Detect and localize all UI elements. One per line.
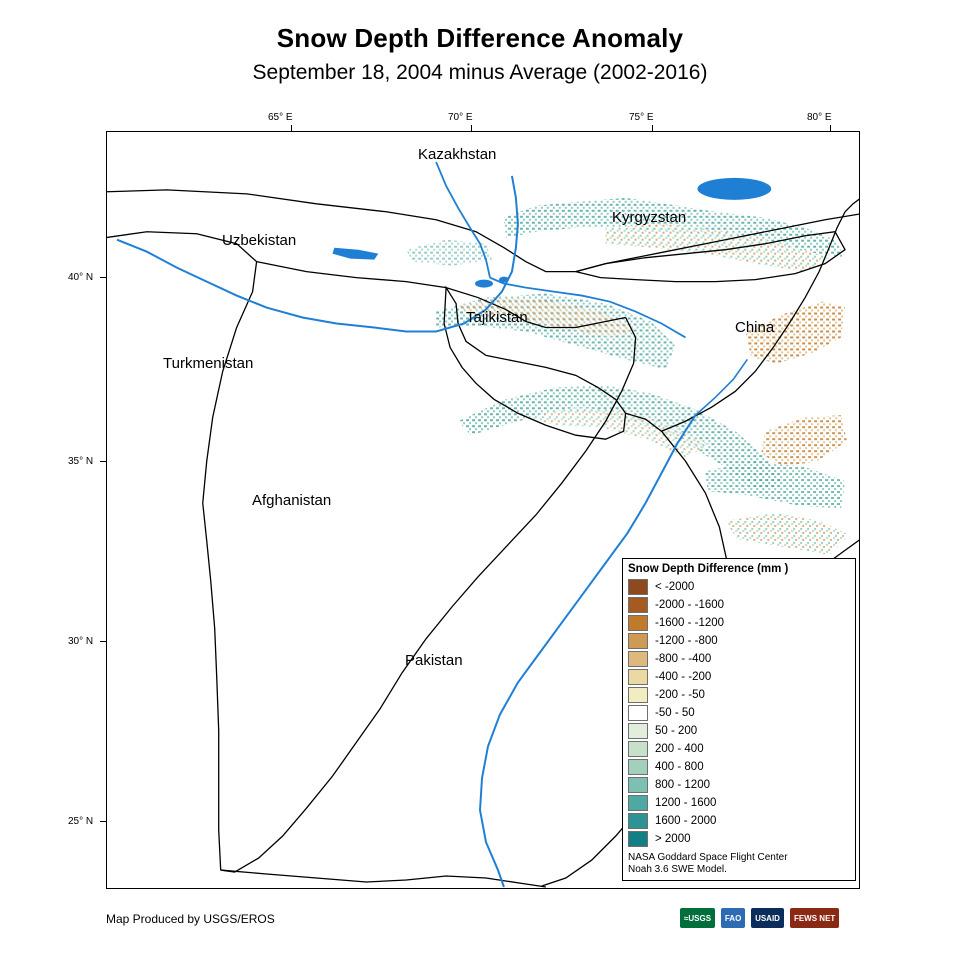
axis-label-lat-30: 30° N <box>68 636 94 647</box>
legend-item <box>628 686 850 704</box>
country-label-tajikistan: Tajikistan <box>466 309 528 326</box>
page-title: Snow Depth Difference Anomaly <box>276 23 684 53</box>
country-label-pakistan: Pakistan <box>405 652 463 669</box>
country-label-kazakhstan: Kazakhstan <box>418 146 497 163</box>
legend-label: 400 - 800 <box>655 761 704 773</box>
axis-label-lon-70: 70° E <box>448 112 473 123</box>
legend-swatch <box>628 651 648 667</box>
map-legend <box>622 558 856 881</box>
legend-swatch <box>628 813 648 829</box>
legend-label: 1200 - 1600 <box>655 797 717 809</box>
legend-label: 1600 - 2000 <box>655 815 717 827</box>
legend-item <box>628 596 850 614</box>
axis-label-lat-25: 25° N <box>68 816 94 827</box>
legend-source <box>628 852 850 876</box>
legend-label: < -2000 <box>655 581 695 593</box>
legend-item <box>628 632 850 650</box>
legend-title: Snow Depth Difference (mm ) <box>628 563 789 575</box>
legend-label: -50 - 50 <box>655 707 695 719</box>
legend-swatch <box>628 597 648 613</box>
legend-item <box>628 704 850 722</box>
legend-label: -2000 - -1600 <box>655 599 725 611</box>
legend-label: 800 - 1200 <box>655 779 710 791</box>
page-subtitle: September 18, 2004 minus Average (2002-2016) <box>252 61 708 84</box>
legend-swatch <box>628 705 648 721</box>
axis-label-lon-80: 80° E <box>807 112 832 123</box>
legend-label: 200 - 400 <box>655 743 704 755</box>
axis-label-lat-40: 40° N <box>68 272 94 283</box>
legend-swatch <box>628 723 648 739</box>
legend-item <box>628 578 850 596</box>
legend-item <box>628 740 850 758</box>
logo-strip <box>680 908 839 928</box>
legend-swatch <box>628 687 648 703</box>
legend-source-line-2: Noah 3.6 SWE Model. <box>628 864 727 875</box>
title-block <box>0 22 960 88</box>
legend-item <box>628 650 850 668</box>
usgs-logo: ≈USGS <box>680 908 715 928</box>
legend-swatch <box>628 795 648 811</box>
legend-swatch <box>628 831 648 847</box>
usaid-logo: USAID <box>751 908 784 928</box>
legend-label: > 2000 <box>655 833 691 845</box>
legend-label: -1200 - -800 <box>655 635 718 647</box>
legend-item <box>628 830 850 848</box>
country-label-china: China <box>735 319 775 336</box>
legend-label: -200 - -50 <box>655 689 705 701</box>
footer-credit: Map Produced by USGS/EROS <box>106 912 275 926</box>
legend-item <box>628 812 850 830</box>
fews-logo: FEWS NET <box>790 908 839 928</box>
country-label-uzbekistan: Uzbekistan <box>222 232 297 249</box>
axis-label-lon-75: 75° E <box>629 112 654 123</box>
legend-item <box>628 794 850 812</box>
legend-item <box>628 776 850 794</box>
axis-label-lon-65: 65° E <box>268 112 293 123</box>
legend-label: -1600 - -1200 <box>655 617 725 629</box>
legend-source-line-1: NASA Goddard Space Flight Center <box>628 852 788 863</box>
legend-swatch <box>628 579 648 595</box>
legend-item <box>628 614 850 632</box>
legend-swatch <box>628 615 648 631</box>
legend-label: 50 - 200 <box>655 725 698 737</box>
legend-swatch <box>628 741 648 757</box>
country-label-afghanistan: Afghanistan <box>252 492 332 509</box>
legend-item <box>628 758 850 776</box>
fao-logo: FAO <box>721 908 745 928</box>
legend-label: -400 - -200 <box>655 671 712 683</box>
axis-label-lat-35: 35° N <box>68 456 94 467</box>
legend-swatch <box>628 669 648 685</box>
legend-item <box>628 668 850 686</box>
country-label-turkmenistan: Turkmenistan <box>163 355 254 372</box>
legend-label: -800 - -400 <box>655 653 712 665</box>
legend-item <box>628 722 850 740</box>
country-label-kyrgyzstan: Kyrgyzstan <box>612 209 687 226</box>
legend-swatch <box>628 777 648 793</box>
legend-swatch <box>628 759 648 775</box>
legend-swatch <box>628 633 648 649</box>
